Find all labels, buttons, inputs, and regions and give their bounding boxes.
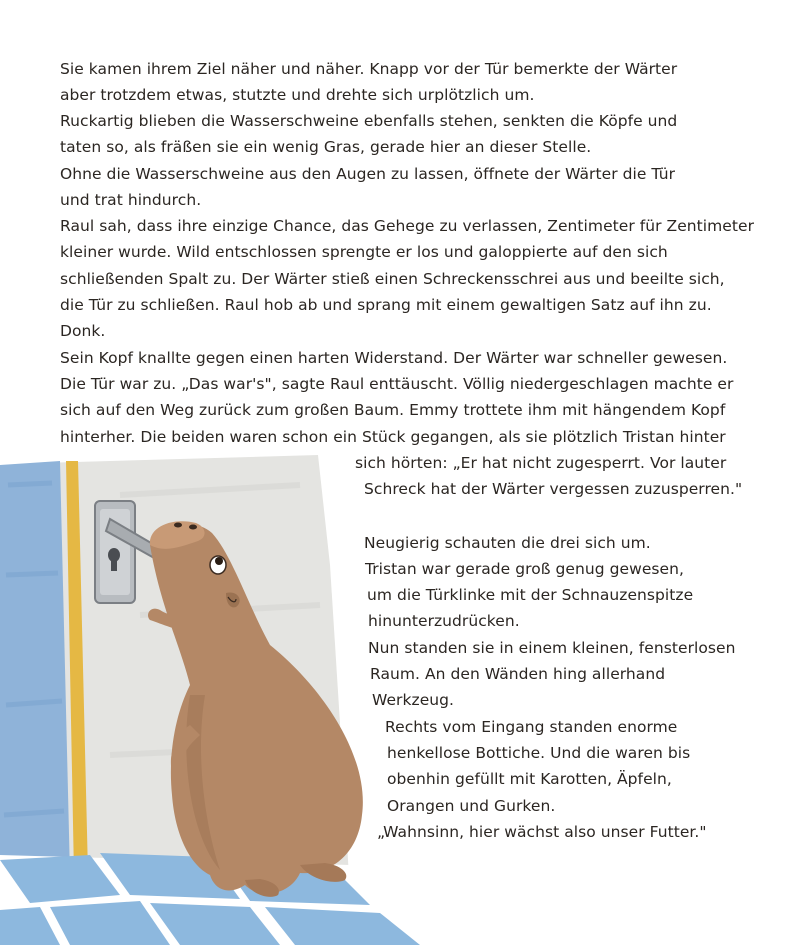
- text-line: Ruckartig blieben die Wasserschweine ebenfalls stehen, senkten die Köpfe und: [60, 112, 678, 130]
- text-line: die Tür zu schließen. Raul hob ab und sprang mit einem gewaltigen Satz auf ihn zu.: [60, 296, 712, 314]
- text-line: hinterher. Die beiden waren schon ein Stück gegangen, als sie plötzlich Tristan hinter: [60, 428, 726, 446]
- text-line: Sie kamen ihrem Ziel näher und näher. Knapp vor der Tür bemerkte der Wärter: [60, 60, 678, 78]
- text-line: Raul sah, dass ihre einzige Chance, das Gehege zu verlassen, Zentimeter für Zentimeter: [60, 217, 755, 235]
- text-line: schließenden Spalt zu. Der Wärter stieß einen Schreckensschrei aus und beeilte sich,: [60, 270, 725, 288]
- text-line: Donk.: [60, 322, 106, 340]
- text-line: henkellose Bottiche. Und die waren bis: [387, 744, 691, 762]
- text-line: sich hörten: „Er hat nicht zugesperrt. Vor lauter: [355, 454, 727, 472]
- text-line: „Wahnsinn, hier wächst also unser Futter.": [377, 823, 707, 841]
- text-line: Tristan war gerade groß genug gewesen,: [365, 560, 684, 578]
- text-line: kleiner wurde. Wild entschlossen sprengte er los und galoppierte auf den sich: [60, 243, 668, 261]
- text-line: Werkzeug.: [372, 691, 455, 709]
- text-line: und trat hindurch.: [60, 191, 202, 209]
- text-line: Nun standen sie in einem kleinen, fensterlosen: [368, 639, 736, 657]
- text-line: Ohne die Wasserschweine aus den Augen zu lassen, öffnete der Wärter die Tür: [60, 165, 676, 183]
- text-line: um die Türklinke mit der Schnauzenspitze: [367, 586, 694, 604]
- text-line: obenhin gefüllt mit Karotten, Äpfeln,: [387, 770, 672, 788]
- text-line: taten so, als fräßen sie ein wenig Gras, gerade hier an dieser Stelle.: [60, 138, 592, 156]
- text-line: Orangen und Gurken.: [387, 797, 556, 815]
- text-line: Rechts vom Eingang standen enorme: [385, 718, 678, 736]
- text-line: aber trotzdem etwas, stutzte und drehte sich urplötzlich um.: [60, 86, 535, 104]
- text-line: sich auf den Weg zurück zum großen Baum. Emmy trottete ihm mit hängendem Kopf: [60, 401, 726, 419]
- text-line: Sein Kopf knallte gegen einen harten Widerstand. Der Wärter war schneller gewesen.: [60, 349, 728, 367]
- text-line: Schreck hat der Wärter vergessen zuzusperren.": [364, 480, 743, 498]
- text-line: hinunterzudrücken.: [368, 612, 520, 630]
- text-line: Die Tür war zu. „Das war's", sagte Raul enttäuscht. Völlig niedergeschlagen machte er: [60, 375, 734, 393]
- text-line: Neugierig schauten die drei sich um.: [364, 534, 651, 552]
- text-line: Raum. An den Wänden hing allerhand: [370, 665, 666, 683]
- door-frame: [0, 461, 70, 885]
